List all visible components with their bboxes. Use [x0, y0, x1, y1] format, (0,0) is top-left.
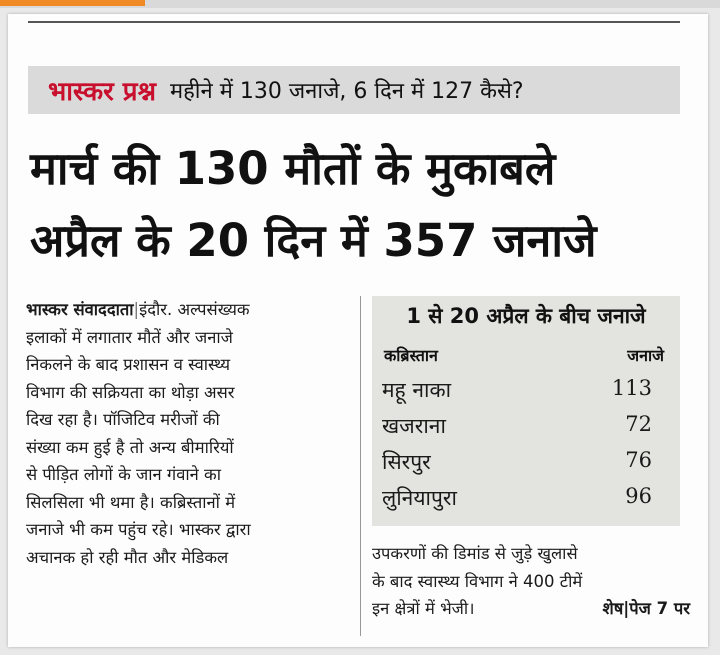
body-line: जनाजे भी कम पहुंच रहे। भास्कर द्वारा: [26, 520, 251, 539]
body-line: सिलसिला भी थमा है। कब्रिस्तानों में: [26, 492, 236, 512]
body-first-line: [26, 296, 361, 324]
byline: भास्कर संवाददाता: [26, 300, 134, 319]
body-line: इलाकों में लगातार मौतें और जनाजे: [26, 327, 233, 347]
column-divider: [360, 296, 361, 636]
question-bar: [28, 66, 680, 114]
burial-count: 113: [611, 376, 652, 400]
orange-tab: [0, 0, 145, 6]
byline-separator: |: [133, 300, 140, 319]
right-last-line: [372, 595, 690, 623]
table-title: 1 से 20 अप्रैल के बीच जनाजे: [406, 304, 646, 328]
dateline: इंदौर. अल्पसंख्यक: [139, 300, 250, 319]
table-header-burials: जनाजे: [627, 346, 664, 365]
body-line: दिख रहा है। पॉजिटिव मरीजों की: [26, 410, 220, 429]
continued-on-page: शेष|पेज 7 पर: [602, 599, 690, 618]
burial-count: 72: [625, 412, 652, 436]
top-rule: [28, 21, 680, 23]
body-line: अचानक हो रही मौत और मेडिकल: [26, 547, 229, 567]
table-row: [372, 376, 680, 410]
table-row: [372, 448, 680, 482]
burial-count: 96: [625, 484, 652, 508]
question-label: भास्कर प्रश्न: [48, 77, 156, 107]
body-line: विभाग की सक्रियता का थोड़ा असर: [26, 382, 235, 402]
table-row: [372, 484, 680, 518]
cemetery-name: महू नाका: [382, 378, 452, 402]
burial-count: 76: [625, 448, 652, 472]
body-line: निकलने के बाद प्रशासन व स्वास्थ्य: [26, 355, 231, 374]
table-header-cemetery: कब्रिस्तान: [384, 346, 438, 365]
body-line: से पीड़ित लोगों के जान गंवाने का: [26, 465, 221, 484]
cemetery-name: खजराना: [382, 414, 446, 438]
cemetery-name: लुनियापुरा: [382, 486, 457, 510]
burial-table-box: [372, 296, 680, 526]
article-continuation: [372, 540, 690, 623]
headline-line-2: अप्रैल के 20 दिन में 357 जनाजे: [30, 214, 597, 267]
headline-line-1: मार्च की 130 मौतों के मुकाबले: [30, 142, 556, 195]
right-line: के बाद स्वास्थ्य विभाग ने 400 टीमें: [372, 571, 583, 591]
question-text: महीने में 130 जनाजे, 6 दिन में 127 कैसे?: [169, 79, 524, 104]
cemetery-name: सिरपुर: [382, 450, 431, 474]
article-body: [26, 296, 361, 571]
right-line: उपकरणों की डिमांड से जुड़े खुलासे: [372, 544, 578, 563]
body-line: संख्या कम हुई है तो अन्य बीमारियों: [26, 437, 234, 457]
right-line-text: इन क्षेत्रों में भेजी।: [372, 599, 475, 618]
table-row: [372, 412, 680, 446]
